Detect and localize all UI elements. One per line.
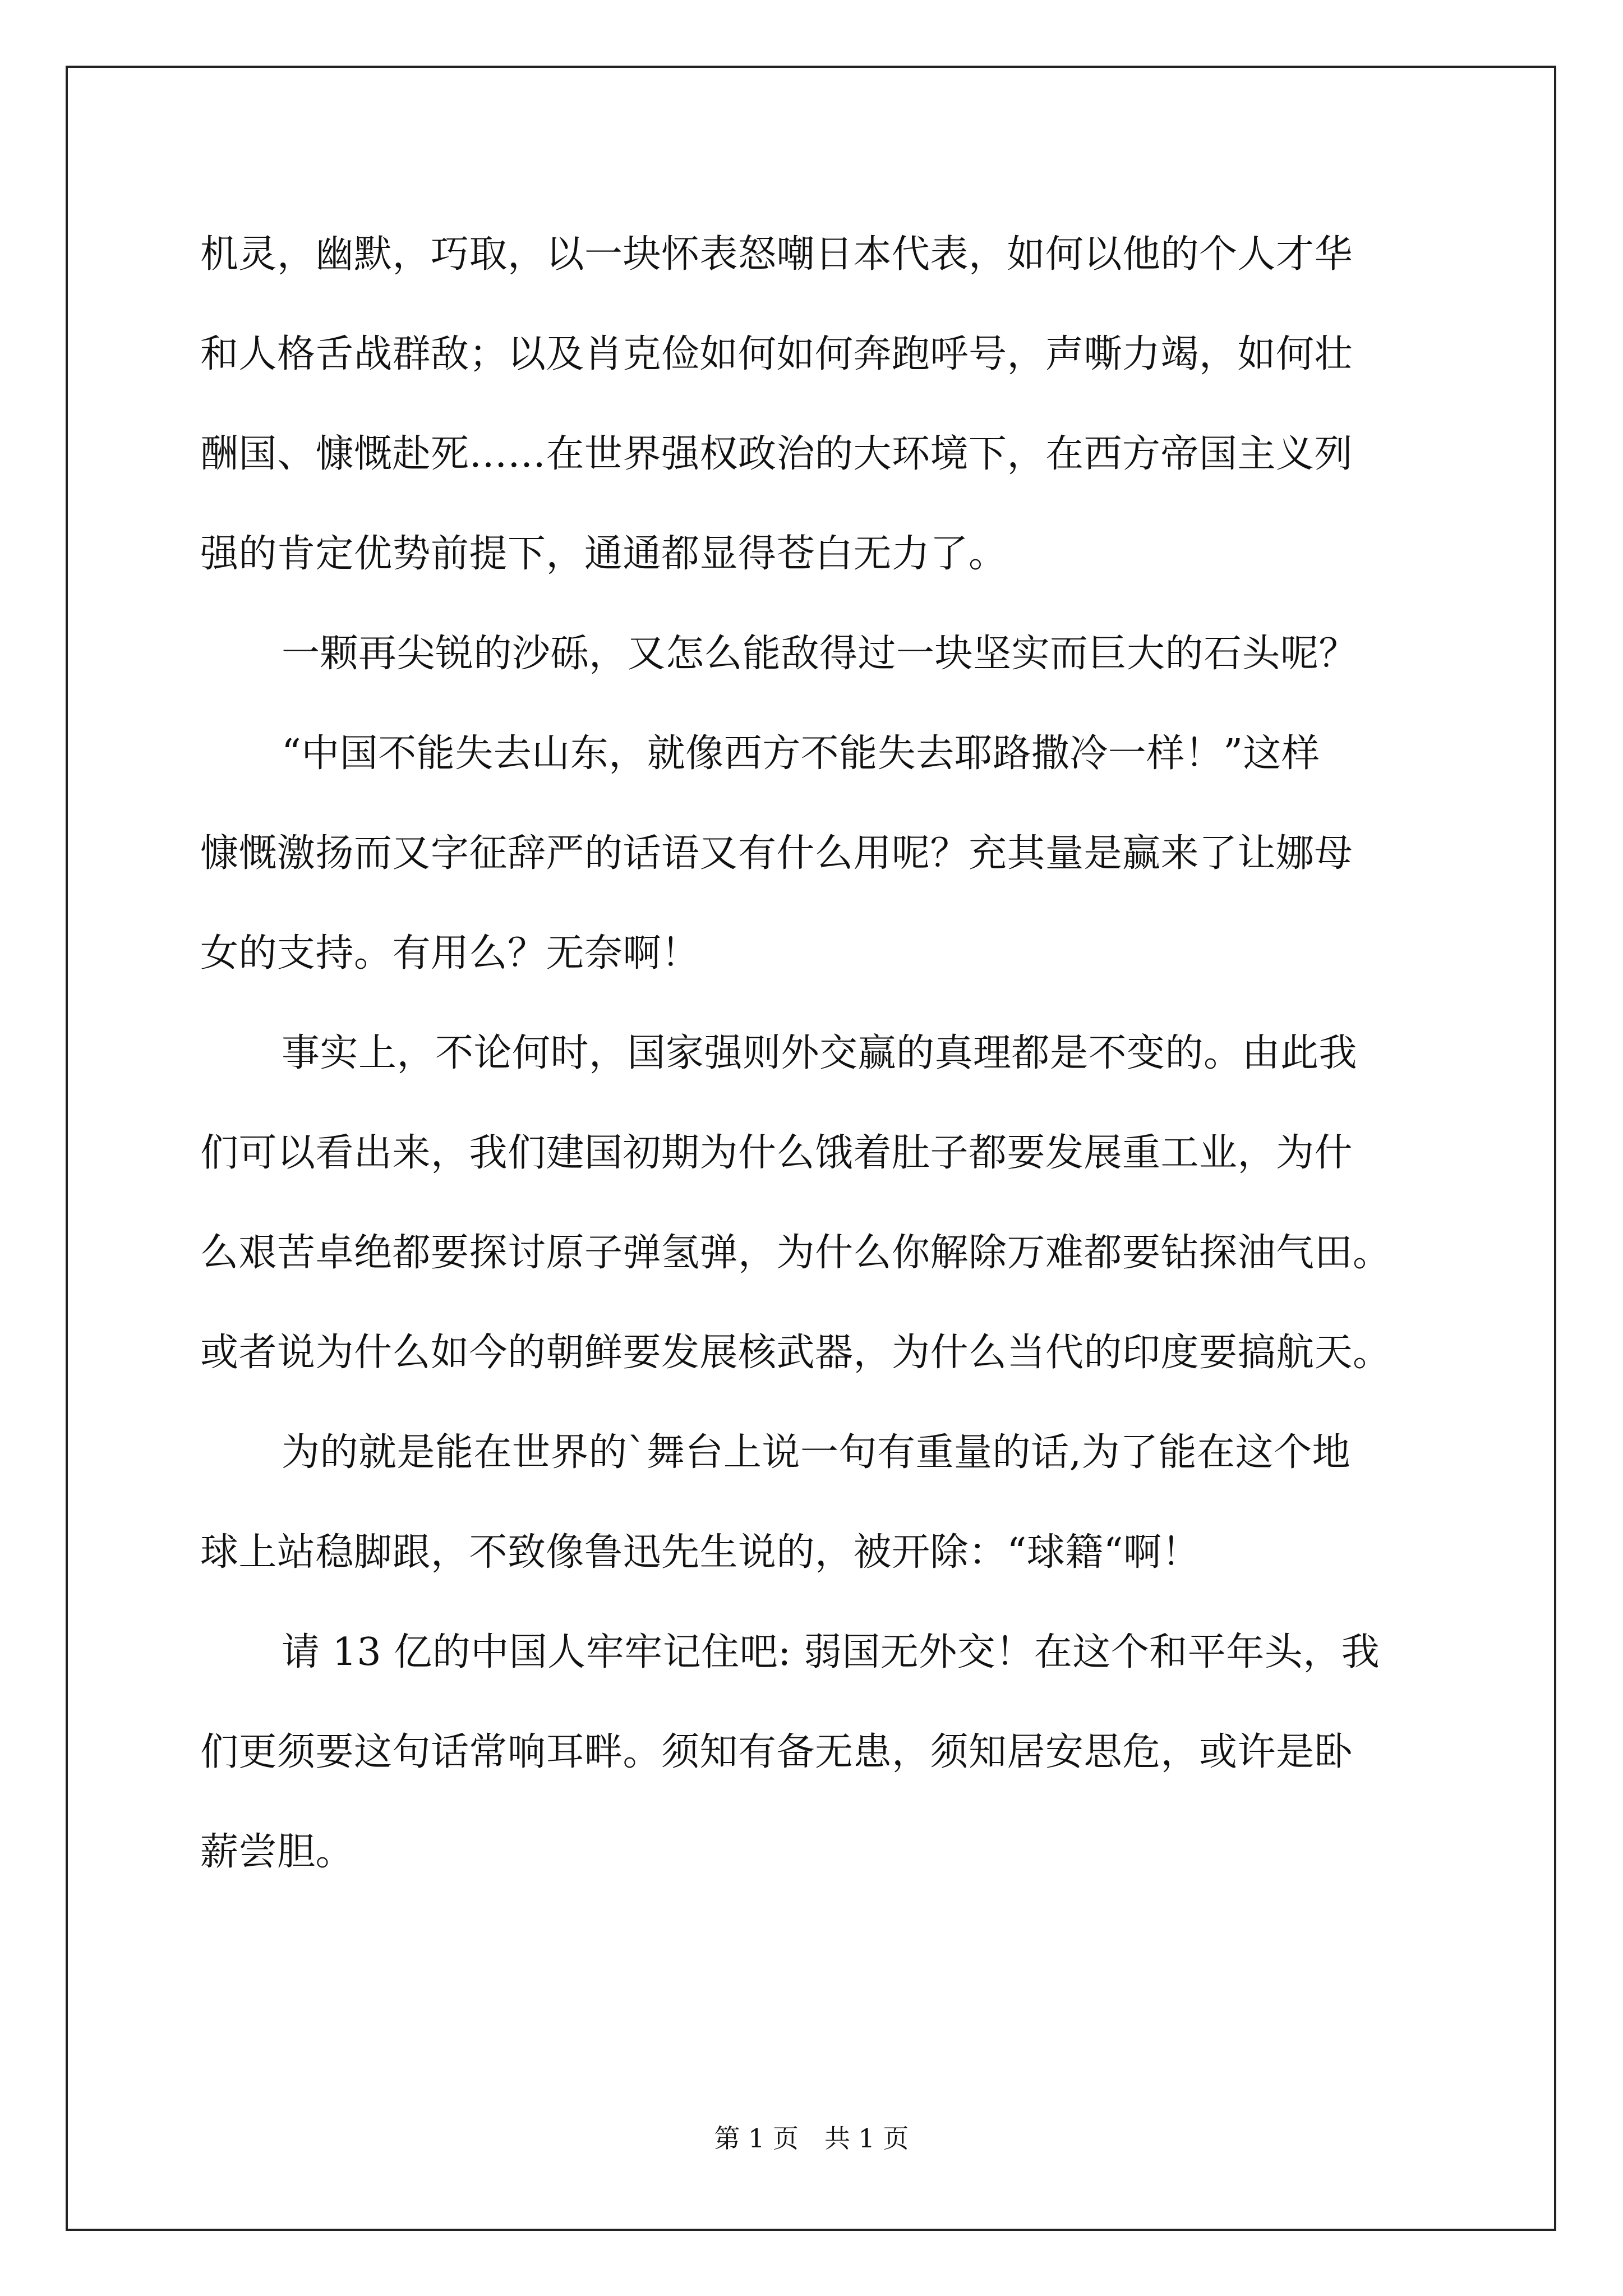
text-line: 女的支持。有用么？无奈啊！ bbox=[200, 931, 700, 976]
paragraph-3 bbox=[200, 704, 1428, 1004]
text-line: 么艰苦卓绝都要探讨原子弹氢弹，为什么你解除万难都要钻探油气田。 bbox=[200, 1231, 1391, 1275]
text-line: 一颗再尖锐的沙砾，又怎么能敌得过一块坚实而巨大的石头呢？ bbox=[282, 632, 1358, 676]
text-line: 球上站稳脚跟，不致像鲁迅先生说的，被开除：“球籍“啊！ bbox=[200, 1530, 1201, 1575]
document-body bbox=[200, 205, 1428, 1902]
text-line: 请 13 亿的中国人牢牢记住吧: 弱国无外交！在这个和平年头，我 bbox=[282, 1630, 1380, 1674]
text-line: 机灵，幽默，巧取，以一块怀表怒嘲日本代表，如何以他的个人才华 bbox=[200, 232, 1353, 277]
paragraph-5 bbox=[200, 1403, 1428, 1603]
page-footer bbox=[0, 2122, 1623, 2155]
text-line: “中国不能失去山东，就像西方不能失去耶路撒冷一样！”这样 bbox=[282, 731, 1320, 776]
text-line: 事实上，不论何时，国家强则外交赢的真理都是不变的。由此我 bbox=[282, 1031, 1358, 1075]
text-line: 们可以看出来，我们建国初期为什么饿着肚子都要发展重工业，为什 bbox=[200, 1131, 1353, 1175]
text-line: 慷慨激扬而又字征辞严的话语又有什么用呢？充其量是赢来了让娜母 bbox=[200, 831, 1353, 876]
paragraph-4 bbox=[200, 1004, 1428, 1403]
text-line: 们更须要这句话常响耳畔。须知有备无患，须知居安思危，或许是卧 bbox=[200, 1730, 1353, 1774]
text-line: 或者说为什么如今的朝鲜要发展核武器，为什么当代的印度要搞航天。 bbox=[200, 1331, 1391, 1375]
text-line: 为的就是能在世界的`舞台上说一句有重量的话,为了能在这个地 bbox=[282, 1430, 1351, 1475]
text-line: 强的肯定优势前提下，通通都显得苍白无力了。 bbox=[200, 532, 1007, 576]
text-line: 薪尝胆。 bbox=[200, 1830, 354, 1874]
page-number: 第 1 页 共 1 页 bbox=[714, 2123, 909, 2154]
text-line: 和人格舌战群敌；以及肖克俭如何如何奔跑呼号，声嘶力竭，如何壮 bbox=[200, 332, 1353, 376]
paragraph-6 bbox=[200, 1603, 1428, 1902]
paragraph-1 bbox=[200, 205, 1428, 604]
paragraph-2 bbox=[200, 604, 1428, 704]
text-line: 酬国、慷慨赴死……在世界强权政治的大环境下，在西方帝国主义列 bbox=[200, 432, 1353, 476]
